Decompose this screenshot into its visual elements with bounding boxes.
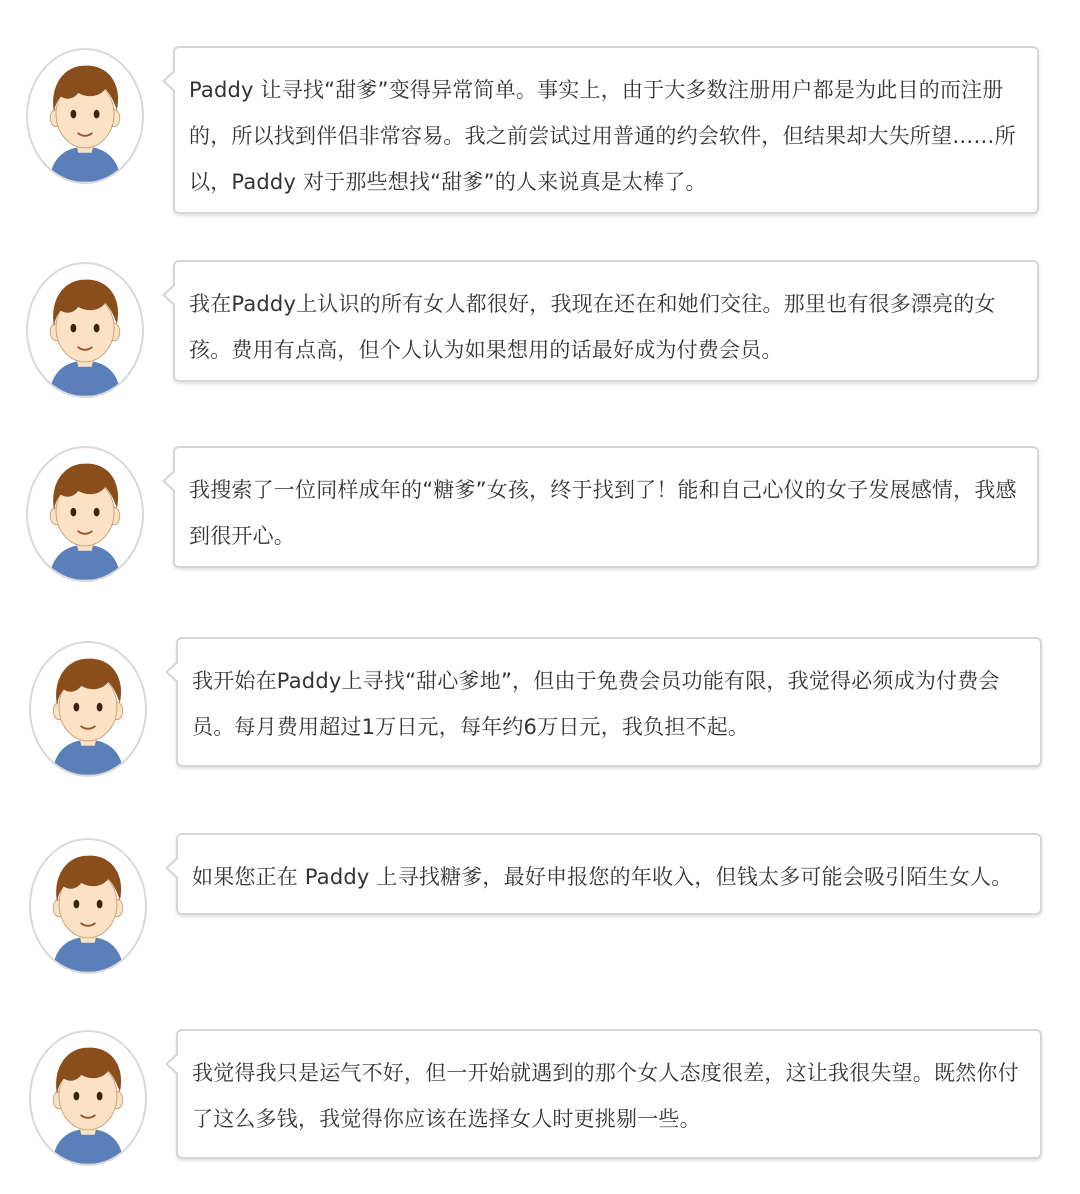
boy-avatar-icon [29,838,147,974]
review-bubble [173,46,1039,214]
boy-avatar-icon [29,641,147,777]
boy-avatar-icon [29,1030,147,1166]
boy-avatar-icon [26,48,144,184]
boy-avatar-icon [28,264,142,396]
review-bubble [176,833,1042,915]
review-text: 我搜索了一位同样成年的“糖爹”女孩，终于找到了！能和自己心仪的女子发展感情，我感到很开心。 [189,478,1017,548]
review-text: 我觉得我只是运气不好，但一开始就遇到的那个女人态度很差，这让我很失望。既然你付了这么多钱，我觉得你应该在选择女人时更挑剔一些。 [192,1061,1019,1131]
review-text: 如果您正在 Paddy 上寻找糖爹，最好申报您的年收入，但钱太多可能会吸引陌生女人。 [192,865,1013,889]
boy-avatar-icon [28,50,142,182]
review-text: 我在Paddy上认识的所有女人都很好，我现在还在和她们交往。那里也有很多漂亮的女孩。费用有点高，但个人认为如果想用的话最好成为付费会员。 [189,292,996,362]
boy-avatar-icon [31,1032,145,1164]
review-bubble [176,1029,1042,1159]
review-bubble [176,637,1042,767]
boy-avatar-icon [26,262,144,398]
review-text: 我开始在Paddy上寻找“甜心爹地”，但由于免费会员功能有限，我觉得必须成为付费会员。每月费用超过1万日元，每年约6万日元，我负担不起。 [192,669,1000,739]
boy-avatar-icon [31,643,145,775]
boy-avatar-icon [26,446,144,582]
boy-avatar-icon [28,448,142,580]
review-bubble [173,446,1039,568]
review-text: Paddy 让寻找“甜爹”变得异常简单。事实上，由于大多数注册用户都是为此目的而注册的，所以找到伴侣非常容易。我之前尝试过用普通的约会软件，但结果却大失所望……所以，Paddy 对于那些想找“甜爹”的人来说真是太棒了。 [189,78,1016,194]
boy-avatar-icon [31,840,145,972]
review-bubble [173,260,1039,382]
